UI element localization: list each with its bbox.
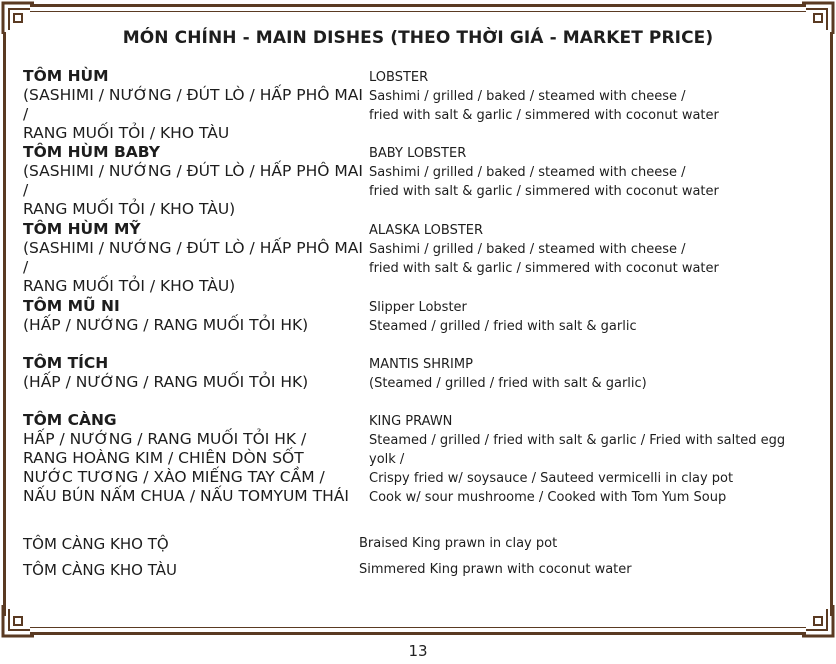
corner-ornament-bottom-left — [0, 605, 34, 639]
menu-item-vn-desc: HẤP / NƯỚNG / RANG MUỐI TỎI HK / RANG HOÀNG KIM / CHIÊN DÒN SỐT NƯỚC TƯƠNG / XÀO MIẾNG TAY CẦM / NẤU BÚN NẤM CHUA / NẤU TOMYUM THÁI — [23, 430, 349, 505]
menu-item-vn-name: TÔM CÀNG KHO TỘ — [23, 535, 169, 553]
page-number: 13 — [408, 642, 428, 660]
menu-item-en-name: LOBSTER — [369, 70, 429, 85]
menu-item-vn-desc: (SASHIMI / NƯỚNG / ĐÚT LÒ / HẤP PHÔ MAI / RANG MUỐI TỎI / KHO TÀU) — [23, 162, 363, 218]
corner-ornament-bottom-right — [802, 605, 836, 639]
menu-item-vn-name: TÔM CÀNG — [23, 411, 117, 429]
menu-item-vn-desc: (HẤP / NƯỚNG / RANG MUỐI TỎI HK) — [23, 373, 309, 391]
frame-bottom-border-inner — [30, 627, 806, 628]
menu-item-vn-desc: (SASHIMI / NƯỚNG / ĐÚT LÒ / HẤP PHÔ MAI / RANG MUỐI TỎI / KHO TÀU — [23, 86, 363, 142]
frame-left-border — [3, 32, 6, 616]
menu-item-vn-desc: (HẤP / NƯỚNG / RANG MUỐI TỎI HK) — [23, 316, 309, 334]
menu-item-vn-name: TÔM MŨ NI — [23, 297, 120, 315]
menu-item-vn-name: TÔM HÙM BABY — [23, 143, 160, 161]
menu-item-en-name: MANTIS SHRIMP — [369, 357, 473, 372]
menu-item-en-name: Braised King prawn in clay pot — [359, 536, 558, 551]
frame-top-border — [30, 4, 806, 7]
menu-item-vn-name: TÔM HÙM — [23, 67, 109, 85]
menu-item-en-name: Slipper Lobster — [369, 300, 467, 315]
menu-item-en-name: KING PRAWN — [369, 414, 453, 429]
frame-top-border-inner — [30, 11, 806, 12]
page-title: MÓN CHÍNH - MAIN DISHES (THEO THỜI GIÁ - MARKET PRICE) — [122, 28, 714, 48]
frame-right-border — [830, 32, 833, 616]
menu-item-en-name: Simmered King prawn with coconut water — [359, 562, 632, 577]
menu-item-en-desc: Steamed / grilled / fried with salt & garlic — [369, 319, 637, 334]
menu-item-vn-name: TÔM CÀNG KHO TÀU — [23, 561, 177, 579]
menu-item-en-desc: Sashimi / grilled / baked / steamed with cheese / fried with salt & garlic / simmered with coconut water — [369, 89, 719, 123]
menu-item-vn-name: TÔM TÍCH — [23, 354, 109, 372]
menu-item-en-desc: Sashimi / grilled / baked / steamed with cheese / fried with salt & garlic / simmered with coconut water — [369, 165, 719, 199]
menu-item-vn-desc: (SASHIMI / NƯỚNG / ĐÚT LÒ / HẤP PHÔ MAI / RANG MUỐI TỎI / KHO TÀU) — [23, 239, 363, 295]
menu-item-en-name: ALASKA LOBSTER — [369, 223, 484, 238]
frame-bottom-border — [30, 632, 806, 635]
menu-item-en-desc: (Steamed / grilled / fried with salt & garlic) — [369, 376, 647, 391]
menu-item-vn-name: TÔM HÙM MỸ — [23, 220, 141, 238]
menu-item-en-desc: Steamed / grilled / fried with salt & garlic / Fried with salted egg yolk / Crispy fried w/ soysauce / Sauteed vermicelli in clay pot Cook w/ sour mushroome / Cooked with Tom Yum Soup — [369, 433, 786, 505]
menu-item-en-name: BABY LOBSTER — [369, 146, 467, 161]
menu-item-en-desc: Sashimi / grilled / baked / steamed with cheese / fried with salt & garlic / simmered with coconut water — [369, 242, 719, 276]
